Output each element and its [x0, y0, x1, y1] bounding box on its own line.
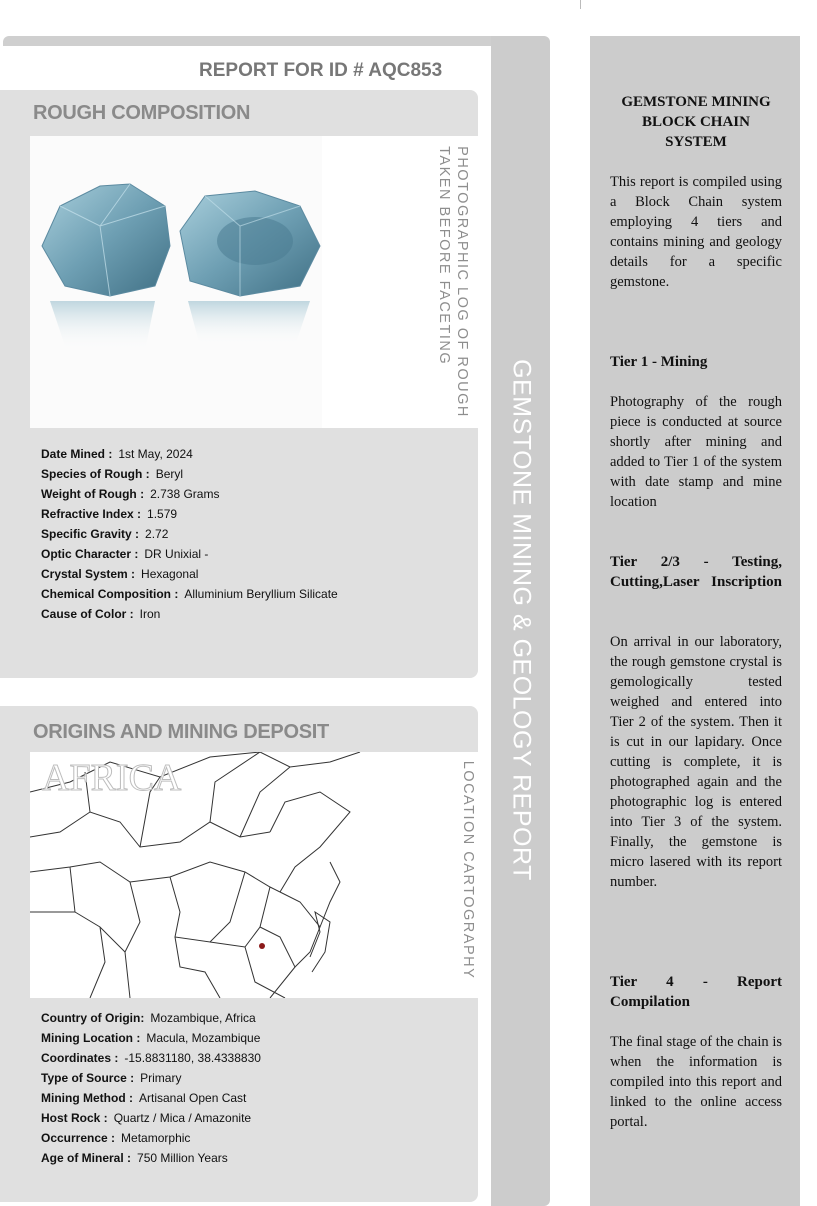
field-age-of-mineral: Age of Mineral : 750 Million Years — [41, 1151, 228, 1165]
origins-fields-list — [41, 1008, 261, 1168]
report-id-heading: REPORT FOR ID # AQC853 — [199, 60, 443, 81]
sidebar-title: GEMSTONE MINING BLOCK CHAIN SYSTEM — [621, 94, 771, 150]
field-species: Species of Rough : Beryl — [41, 467, 184, 481]
field-specific-gravity: Specific Gravity : 2.72 — [41, 527, 169, 541]
blockchain-sidebar — [590, 36, 800, 1206]
field-optic-character: Optic Character : DR Unixial - — [41, 547, 209, 561]
field-occurrence: Occurrence : Metamorphic — [41, 1131, 191, 1145]
rough-fields-list — [41, 444, 338, 624]
photo-log-caption: PHOTOGRAPHIC LOG OF ROUGH TAKEN BEFORE FACETING — [436, 146, 470, 418]
map-watermark: AFRICA — [42, 757, 182, 799]
field-coordinates: Coordinates : -15.8831180, 38.4338830 — [41, 1051, 261, 1065]
field-crystal-system: Crystal System : Hexagonal — [41, 567, 199, 581]
top-divider-tick — [580, 0, 581, 9]
map-area — [30, 752, 478, 998]
tier23-heading: Tier 2/3 - Testing, Cutting,Laser Inscription — [610, 554, 782, 590]
africa-map — [30, 752, 366, 998]
field-country-of-origin: Country of Origin: Mozambique, Africa — [41, 1011, 256, 1025]
field-date-mined: Date Mined : 1st May, 2024 — [41, 447, 193, 461]
rough-photo-area — [30, 136, 478, 428]
field-mining-location: Mining Location : Macula, Mozambique — [41, 1031, 261, 1045]
tier1-text: Photography of the rough piece is conducted at source shortly after mining and added to Tier 1 of the system with date stamp and mine location — [610, 394, 782, 510]
origins-title: ORIGINS AND MINING DEPOSIT — [33, 721, 329, 743]
rough-composition-title: ROUGH COMPOSITION — [33, 102, 251, 124]
vertical-banner-text: GEMSTONE MINING & GEOLOGY REPORT — [507, 359, 536, 881]
rough-composition-panel — [0, 90, 478, 678]
tier1-heading: Tier 1 - Mining — [610, 354, 708, 370]
field-weight: Weight of Rough : 2.738 Grams — [41, 487, 220, 501]
rough-crystal-photo — [30, 136, 322, 428]
field-refractive-index: Refractive Index : 1.579 — [41, 507, 178, 521]
field-host-rock: Host Rock : Quartz / Mica / Amazonite — [41, 1111, 252, 1125]
location-cartography-caption: LOCATION CARTOGRAPHY — [460, 760, 476, 980]
tier4-heading: Tier 4 - Report Compilation — [610, 974, 782, 1010]
tier4-text: The final stage of the chain is when the information is compiled into this report and linked to the online access portal. — [610, 1034, 782, 1130]
field-type-of-source: Type of Source : Primary — [41, 1071, 182, 1085]
header-bar — [3, 36, 549, 46]
field-chemical-composition: Chemical Composition : Alluminium Beryllium Silicate — [41, 587, 338, 601]
field-mining-method: Mining Method : Artisanal Open Cast — [41, 1091, 247, 1105]
mine-location-marker — [259, 943, 265, 949]
origins-panel — [0, 706, 478, 1202]
tier23-text: On arrival in our laboratory, the rough gemstone crystal is gemologically tested weighed and entered into Tier 2 of the system. Then it is cut in our lapidary. Once cutting is complete, it is photographed again and the photographic log is entered into Tier 3 of the system. Finally, the gemstone is micro lasered with its report number. — [610, 634, 782, 890]
field-cause-of-color: Cause of Color : Iron — [41, 607, 161, 621]
sidebar-intro: This report is compiled using a Block Chain system employing 4 tiers and contains mining and geology details for a specific gemstone. — [610, 174, 782, 290]
